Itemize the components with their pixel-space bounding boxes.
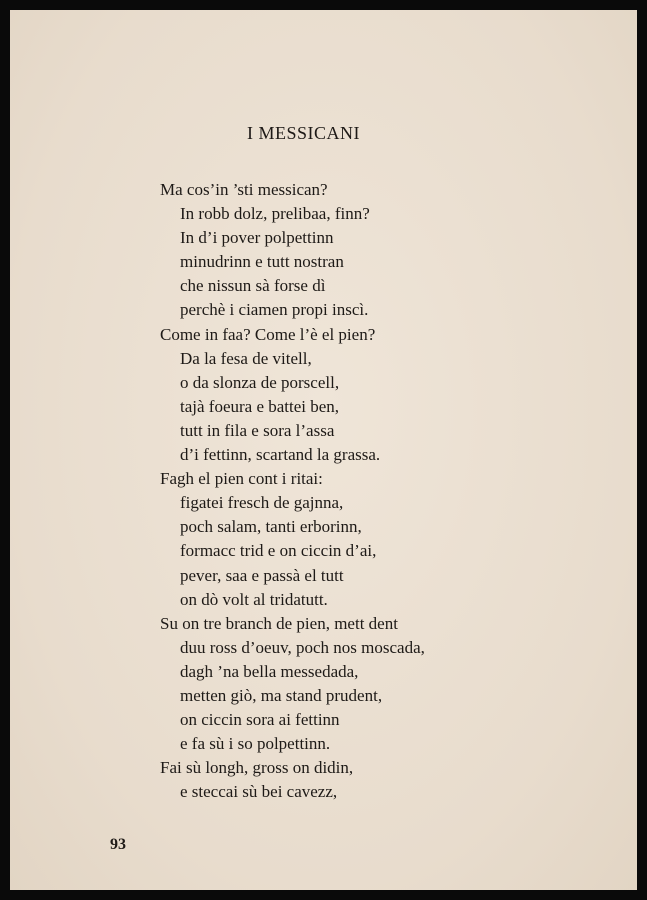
poem-line: on ciccin sora ai fettinn [180,710,340,730]
poem-line: Come in faa? Come l’è el pien? [160,324,376,344]
poem-line: Su on tre branch de pien, mett dent [160,613,398,633]
poem-line: o da slonza de porscell, [180,372,340,392]
poem-line: on dò volt al tridatutt. [180,589,328,609]
poem-line: perchè i ciamen propi inscì. [180,300,369,320]
poem-line: Ma cos’in ’sti messican? [160,180,328,199]
poem-line: dagh ’na bella messedada, [180,661,359,681]
poem-line: tajà foeura e battei ben, [180,396,340,416]
poem-line: minudrinn e tutt nostran [180,252,344,272]
poem-body [160,178,540,804]
poem-line: figatei fresch de gajnna, [180,493,344,513]
book-page [10,10,637,890]
poem-line: In d’i pover polpettinn [180,228,334,248]
poem-line: che nissun sà forse dì [180,276,326,296]
poem-line: In robb dolz, prelibaa, finn? [180,204,370,224]
poem-line: tutt in fila e sora l’assa [180,420,335,440]
poem-line: e fa sù i so polpettinn. [180,734,331,754]
poem-line: Fai sù longh, gross on didin, [160,758,354,778]
poem-line: d’i fettinn, scartand la grassa. [180,445,381,465]
poem-title: I MESSICANI [246,123,360,143]
poem-line: e steccai sù bei cavezz, [180,782,338,802]
poem-line: poch salam, tanti erborinn, [180,517,362,537]
poem-line: pever, saa e passà el tutt [180,565,344,585]
poem-line: formacc trid e on ciccin d’ai, [180,541,377,561]
poem-line: metten giò, ma stand prudent, [180,685,383,705]
poem-line: Fagh el pien cont i ritai: [160,469,323,489]
poem-line: Da la fesa de vitell, [180,348,312,368]
page-number: 93 [110,836,126,853]
poem-line: duu ross d’oeuv, poch nos moscada, [180,637,425,657]
